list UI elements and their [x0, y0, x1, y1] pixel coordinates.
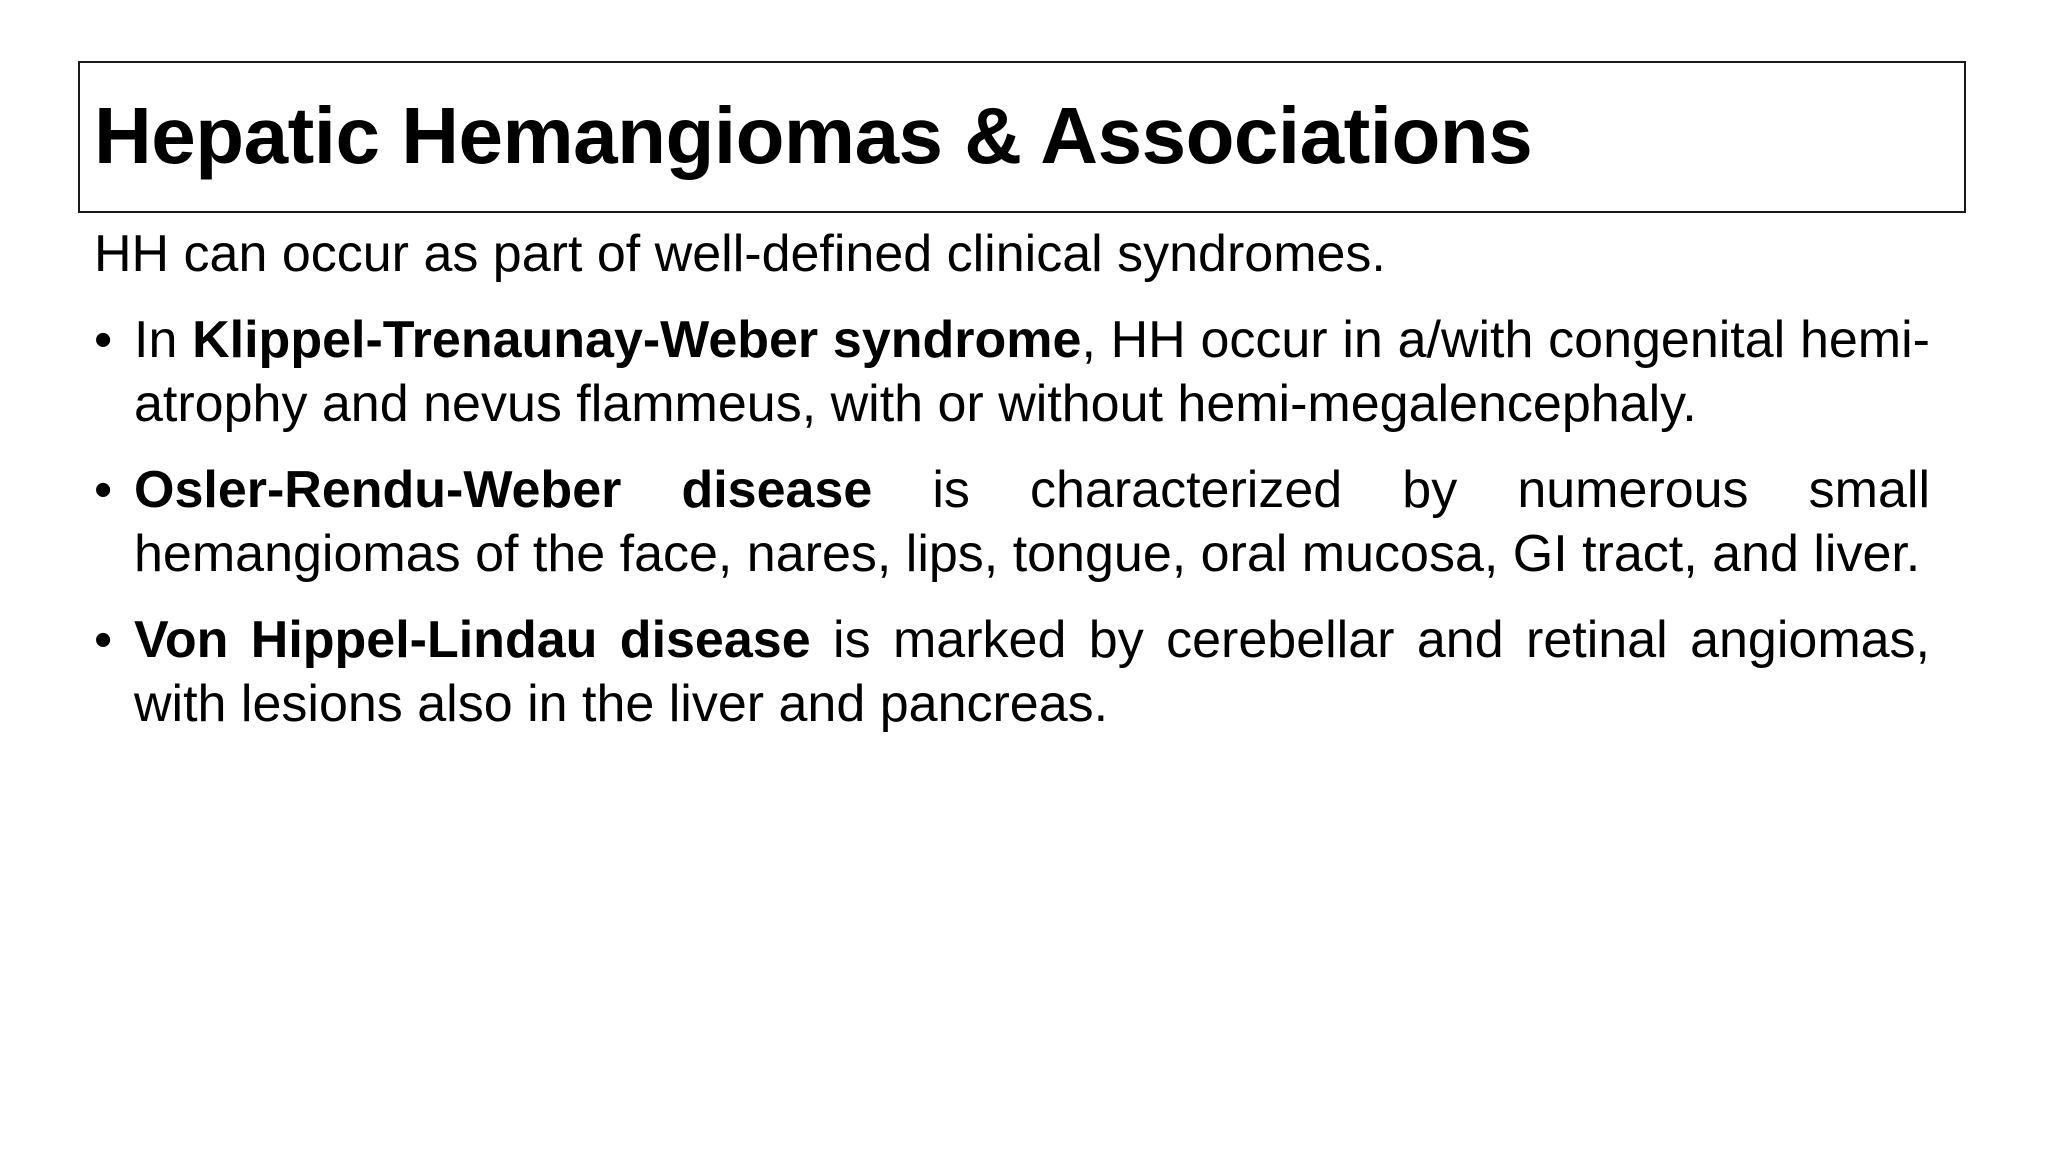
- intro-text: HH can occur as part of well-defined clinical syndromes.: [94, 225, 1386, 283]
- bullet-text: is marked by cerebellar and retinal angiomas, with lesions also in the liver and pancreas.: [134, 611, 1930, 733]
- bullet-dot-icon: •: [94, 461, 113, 519]
- bullet-term: Von Hippel-Lindau disease: [134, 611, 811, 669]
- bullet-prefix: In: [134, 311, 193, 369]
- bullet-term: Klippel-Trenaunay-Weber syndrome: [192, 311, 1082, 369]
- bullet-list: [94, 308, 1930, 736]
- bullet-dot-icon: •: [94, 611, 113, 669]
- bullet-osler-rendu-weber: [94, 458, 1930, 586]
- bullet-klippel-trenaunay-weber: [94, 308, 1930, 436]
- bullet-text: , HH occur in a/with congenital hemi-atrophy and nevus flammeus, with or without hemi-megalencephaly.: [134, 311, 1930, 433]
- bullet-text: is characterized by numerous small hemangiomas of the face, nares, lips, tongue, oral mucosa, GI tract, and liver.: [134, 461, 1930, 583]
- slide-body: [94, 222, 1930, 758]
- bullet-term: Osler-Rendu-Weber disease: [134, 461, 873, 519]
- bullet-von-hippel-lindau: [94, 608, 1930, 736]
- bullet-dot-icon: •: [94, 311, 113, 369]
- slide-title: Hepatic Hemangiomas & Associations: [94, 91, 1533, 180]
